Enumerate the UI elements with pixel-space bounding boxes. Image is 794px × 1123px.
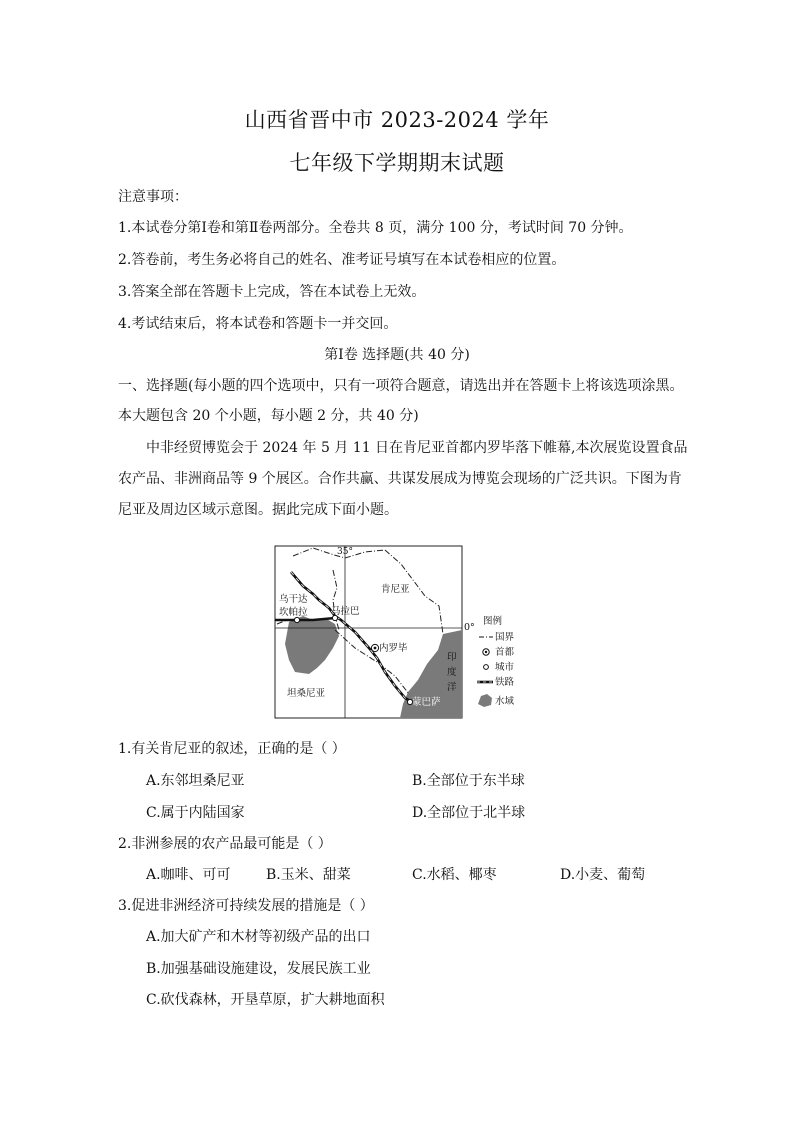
- question-3-option-c: C.砍伐森林，开垦草原，扩大耕地面积: [146, 992, 385, 1008]
- notice-heading: 注意事项：: [118, 189, 188, 205]
- section-instruction-line-2: 本大题包含 20 个小题，每小题 2 分，共 40 分): [118, 408, 419, 424]
- notice-item-3: 3.答案全部在答题卡上完成，答在本试卷上无效。: [118, 284, 426, 300]
- question-3-option-b: B.加强基础设施建设，发展民族工业: [146, 961, 371, 977]
- question-1-stem: 1.有关肯尼亚的叙述，正确的是（ ）: [118, 741, 346, 757]
- label-mombasa: 蒙巴萨: [412, 697, 441, 708]
- question-2-option-b: B.玉米、甜菜: [266, 867, 351, 883]
- notice-item-2: 2.答卷前，考生务必将自己的姓名、准考证号填写在本试卷相应的位置。: [118, 252, 566, 268]
- label-ocean-3: 洋: [447, 682, 457, 693]
- question-2-option-c: C.水稻、椰枣: [412, 867, 497, 883]
- label-kampala: 坎帕拉: [279, 607, 308, 618]
- question-2-stem: 2.非洲参展的农产品最可能是（ ）: [118, 836, 332, 852]
- label-malaba: 马拉巴: [331, 606, 360, 617]
- section-title: 第Ⅰ卷 选择题(共 40 分): [324, 347, 470, 363]
- question-1-option-b: B.全部位于东半球: [412, 773, 525, 789]
- passage-line-2: 农产品、非洲商品等 9 个展区。合作共赢、共谋发展成为博览会现场的广泛共识。下图为肯: [118, 471, 682, 487]
- question-2-option-d: D.小麦、葡萄: [560, 867, 646, 883]
- passage-line-3: 尼亚及周边区域示意图。据此完成下面小题。: [118, 502, 398, 518]
- label-tanzania: 坦桑尼亚: [287, 688, 326, 699]
- map-legend: [477, 615, 515, 707]
- notice-item-4: 4.考试结束后，将本试卷和答题卡一并交回。: [118, 316, 398, 332]
- kampala-city-marker: [294, 617, 299, 622]
- notice-item-1: 1.本试卷分第Ⅰ卷和第Ⅱ卷两部分。全卷共 8 页，满分 100 分，考试时间 70 分钟。: [118, 220, 633, 236]
- legend-railway: 铁路: [495, 677, 515, 688]
- meridian-label: 35°: [337, 547, 353, 557]
- question-1-option-c: C.属于内陆国家: [146, 805, 245, 821]
- label-uganda: 乌干达: [279, 594, 308, 605]
- label-ocean-2: 度: [447, 667, 457, 678]
- label-nairobi: 内罗毕: [379, 643, 408, 654]
- legend-title: 图例: [483, 616, 503, 627]
- equator-label: 0°: [464, 622, 475, 633]
- passage-line-1: 中非经贸博览会于 2024 年 5 月 11 日在肯尼亚首都内罗毕落下帷幕,本次展览设置食品: [146, 440, 688, 456]
- kenya-region-map: [273, 544, 529, 720]
- exam-title: 山西省晋中市 2023-2024 学年: [244, 108, 550, 132]
- question-3-stem: 3.促进非洲经济可持续发展的措施是（ ）: [118, 898, 374, 914]
- label-kenya: 肯尼亚: [381, 584, 410, 595]
- label-ocean-1: 印: [447, 652, 457, 663]
- legend-capital: 首都: [495, 647, 515, 658]
- exam-subtitle: 七年级下学期期末试题: [289, 151, 505, 175]
- question-1-option-d: D.全部位于北半球: [412, 805, 526, 821]
- section-instruction-line-1: 一、选择题(每小题的四个选项中，只有一项符合题意，请选出并在答题卡上将该选项涂黑。: [118, 378, 684, 394]
- legend-border: 国界: [495, 632, 515, 643]
- legend-water: 水域: [495, 696, 515, 707]
- legend-city: 城市: [495, 662, 515, 673]
- question-2-option-a: A.咖啡、可可: [146, 867, 231, 883]
- question-1-option-a: A.东邻坦桑尼亚: [146, 773, 245, 789]
- question-3-option-a: A.加大矿产和木材等初级产品的出口: [146, 929, 371, 945]
